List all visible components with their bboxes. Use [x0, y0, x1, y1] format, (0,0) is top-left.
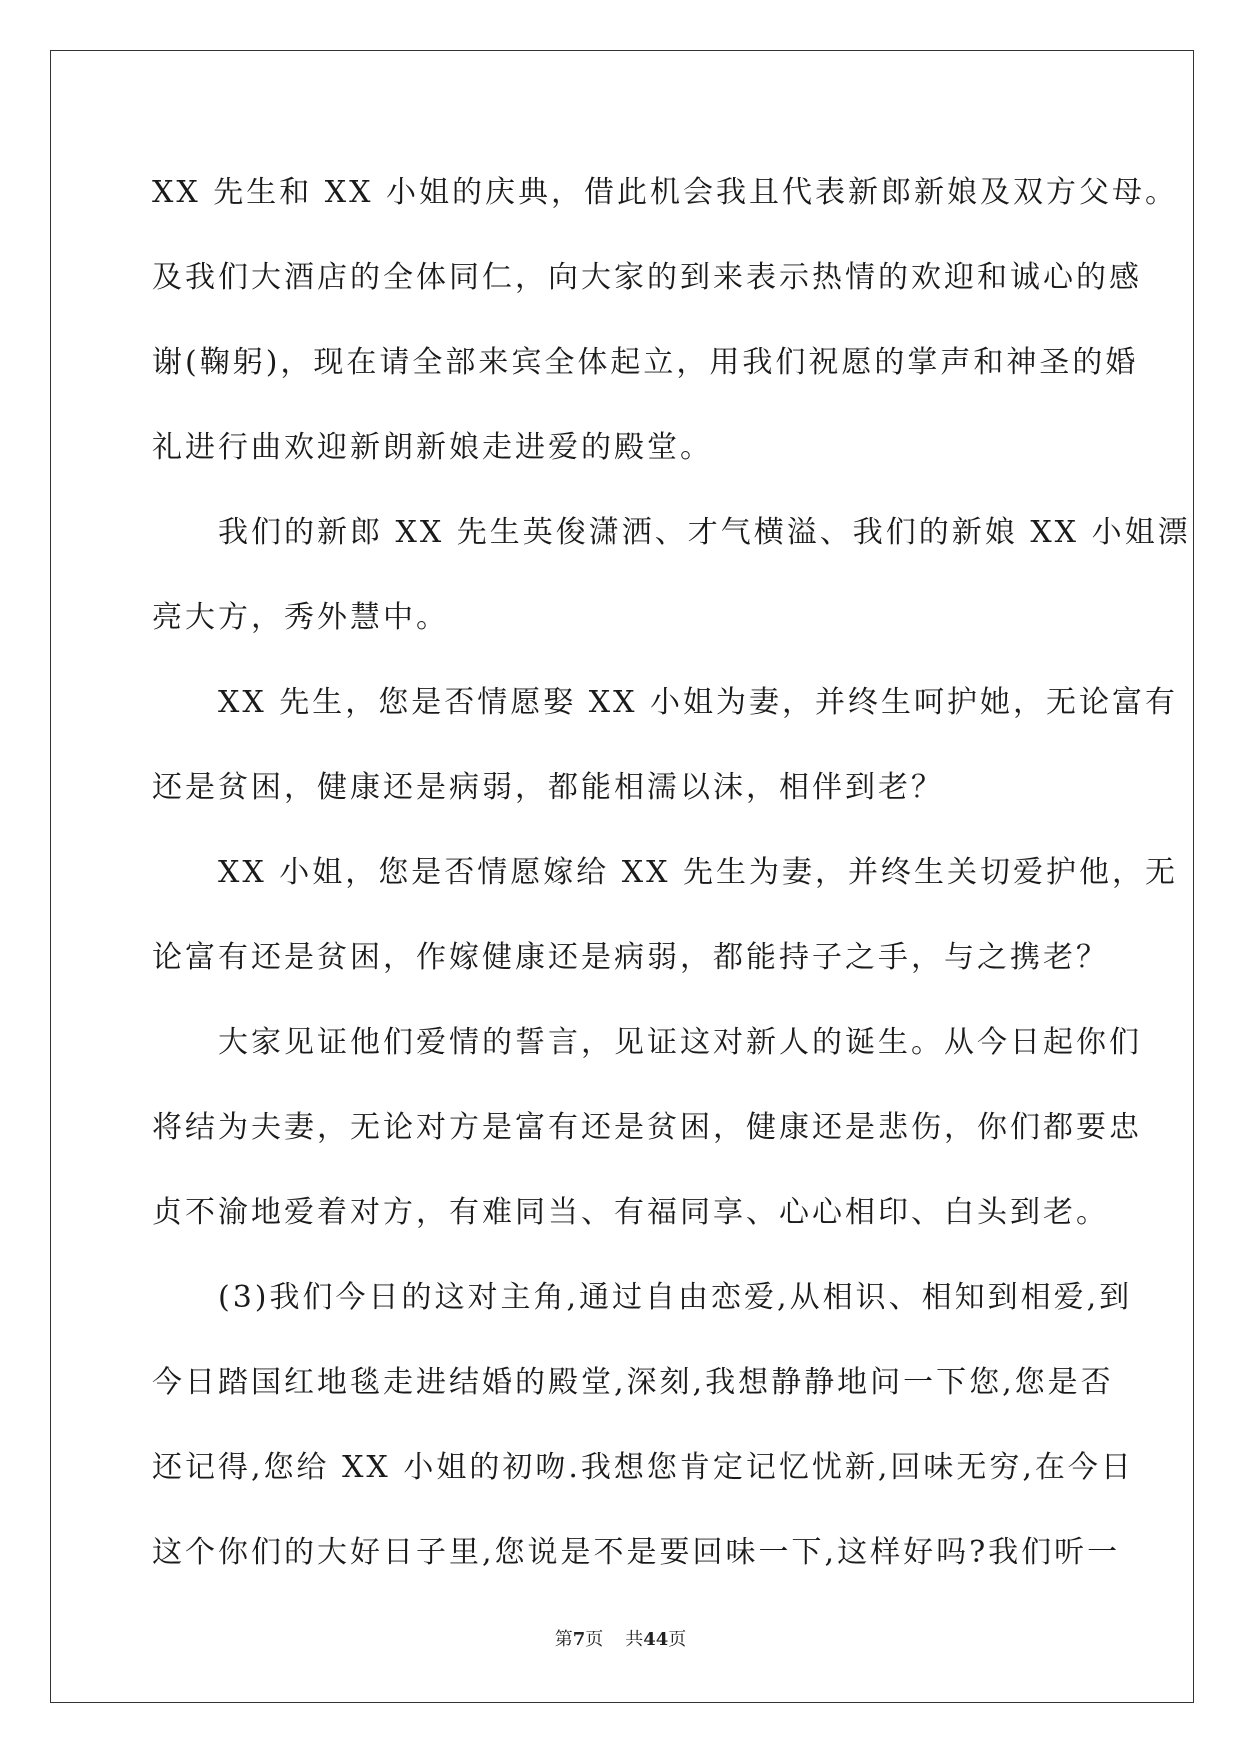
paragraph — [152, 660, 1179, 830]
text-line: 还记得,您给 XX 小姐的初吻.我想您肯定记忆忧新,回味无穷,在今日 — [152, 1450, 1134, 1485]
text-line: 论富有还是贫困，作嫁健康还是病弱，都能持子之手，与之携老？ — [152, 940, 1109, 975]
paragraph — [152, 490, 1191, 660]
text-line: 今日踏国红地毯走进结婚的殿堂,深刻,我想静静地问一下您,您是否 — [152, 1365, 1114, 1400]
total-pages-prefix: 共 — [625, 1629, 644, 1650]
total-pages-number: 44 — [643, 1629, 669, 1650]
text-line: 将结为夫妻，无论对方是富有还是贫困，健康还是悲伤，你们都要忠 — [152, 1110, 1142, 1145]
page-number-prefix: 第 — [554, 1629, 573, 1650]
page-footer — [0, 1625, 1241, 1651]
text-line: 贞不渝地爱着对方，有难同当、有福同享、心心相印、白头到老。 — [152, 1195, 1109, 1230]
paragraph — [152, 830, 1179, 1000]
text-line: XX 先生和 XX 小姐的庆典，借此机会我且代表新郎新娘及双方父母。 — [152, 175, 1179, 210]
current-page-number: 7 — [572, 1629, 586, 1650]
text-line: XX 小姐，您是否情愿嫁给 XX 先生为妻，并终生关切爱护他，无 — [152, 855, 1179, 890]
text-line: 我们的新郎 XX 先生英俊潇洒、才气横溢、我们的新娘 XX 小姐漂 — [152, 515, 1191, 550]
paragraph — [152, 1255, 1134, 1595]
text-line: 还是贫困，健康还是病弱，都能相濡以沫，相伴到老？ — [152, 770, 944, 805]
text-line: 这个你们的大好日子里,您说是不是要回味一下,这样好吗?我们听一 — [152, 1535, 1121, 1570]
paragraph — [152, 1000, 1142, 1255]
page-word: 页 — [585, 1629, 604, 1650]
text-line: (3)我们今日的这对主角,通过自由恋爱,从相识、相知到相爱,到 — [152, 1280, 1133, 1315]
text-line: XX 先生，您是否情愿娶 XX 小姐为妻，并终生呵护她，无论富有 — [152, 685, 1179, 720]
text-line: 谢(鞠躬)，现在请全部来宾全体起立，用我们祝愿的掌声和神圣的婚 — [152, 345, 1139, 380]
text-line: 及我们大酒店的全体同仁，向大家的到来表示热情的欢迎和诚心的感 — [152, 260, 1142, 295]
text-line: 礼进行曲欢迎新朗新娘走进爱的殿堂。 — [152, 430, 713, 465]
text-line: 亮大方，秀外慧中。 — [152, 600, 449, 635]
paragraph — [152, 150, 1179, 490]
total-pages-suffix: 页 — [668, 1629, 687, 1650]
document-body — [152, 150, 1191, 1595]
text-line: 大家见证他们爱情的誓言，见证这对新人的诞生。从今日起你们 — [152, 1025, 1142, 1060]
